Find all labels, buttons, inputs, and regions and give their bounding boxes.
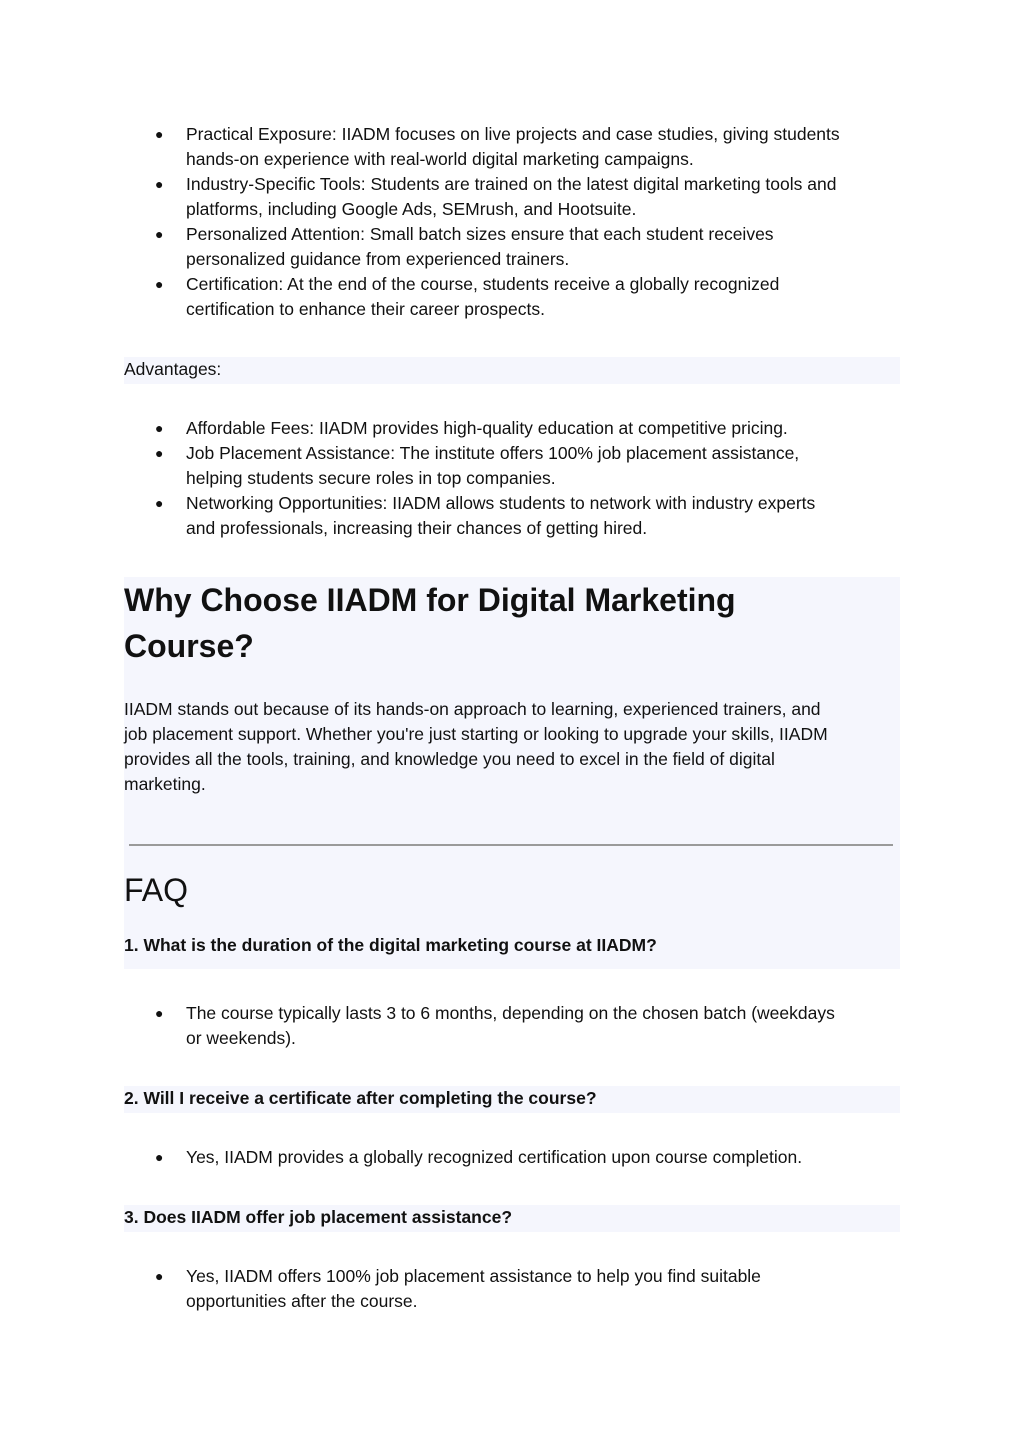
faq-question-3-block: [124, 1205, 900, 1232]
list-item: ● Yes, IIADM provides a globally recognized certification upon course completion.: [124, 1145, 900, 1170]
bullet-icon: ●: [155, 495, 164, 511]
list-item: ● Affordable Fees: IIADM provides high-quality education at competitive pricing.: [124, 416, 900, 441]
advantages-list-block: [124, 416, 900, 541]
why-heading: Why Choose IIADM for Digital Marketing Course?: [124, 582, 736, 664]
list-item: ● Job Placement Assistance: The institute offers 100% job placement assistance, helping students secure roles in top companies.: [155, 443, 800, 488]
faq-answer-2-block: [124, 1145, 900, 1170]
bullet-icon: ●: [155, 445, 164, 461]
list-item: ● Certification: At the end of the course, students receive a globally recognized certification to enhance their career prospects.: [155, 274, 780, 319]
advantages-label: Advantages:: [124, 359, 222, 379]
faq-question-2: 2. Will I receive a certificate after completing the course?: [124, 1088, 597, 1108]
faq-question-1: 1. What is the duration of the digital marketing course at IIADM?: [124, 935, 657, 955]
list-item: ● Industry-Specific Tools: Students are trained on the latest digital marketing tools and platforms, including Google Ads, SEMrush, and Hootsuite.: [155, 174, 837, 219]
bullet-icon: ●: [155, 1149, 164, 1165]
why-paragraph: IIADM stands out because of its hands-on approach to learning, experienced trainers, and job placement support. Whether you're just starting or looking to upgrade your skills, IIADM provides all the tools, training, and knowledge you need to excel in the field of digital marketing.: [124, 699, 828, 794]
features-list-block: [124, 122, 900, 322]
bullet-icon: ●: [155, 276, 164, 292]
faq-answer-1-block: [124, 1001, 900, 1051]
list-item: ● The course typically lasts 3 to 6 months, depending on the chosen batch (weekdays or weekends).: [155, 1003, 835, 1048]
faq-answer-3-block: [124, 1264, 900, 1314]
faq-answer-3-list: [124, 1264, 900, 1314]
list-item: ● Yes, IIADM offers 100% job placement assistance to help you find suitable opportunities after the course.: [155, 1266, 761, 1311]
list-item: ● Networking Opportunities: IIADM allows students to network with industry experts and professionals, increasing their chances of getting hired.: [155, 493, 816, 538]
faq-answer-1-list: [124, 1001, 900, 1051]
advantages-label-block: [124, 357, 900, 384]
faq-question-2-block: [124, 1086, 900, 1113]
why-faq-section: [124, 577, 900, 969]
features-list: [124, 122, 900, 322]
faq-title: FAQ: [124, 872, 189, 908]
bullet-icon: ●: [155, 176, 164, 192]
bullet-icon: ●: [155, 226, 164, 242]
list-item: ● Personalized Attention: Small batch sizes ensure that each student receives personalized guidance from experienced trainers.: [155, 224, 774, 269]
list-item: ● Practical Exposure: IIADM focuses on live projects and case studies, giving students hands-on experience with real-world digital marketing campaigns.: [155, 124, 840, 169]
horizontal-divider: [129, 844, 893, 846]
bullet-icon: ●: [155, 1005, 164, 1021]
bullet-icon: ●: [155, 420, 164, 436]
bullet-icon: ●: [155, 126, 164, 142]
advantages-list: [124, 416, 900, 541]
faq-question-3: 3. Does IIADM offer job placement assistance?: [124, 1207, 513, 1227]
faq-answer-2-list: [124, 1145, 900, 1170]
bullet-icon: ●: [155, 1268, 164, 1284]
